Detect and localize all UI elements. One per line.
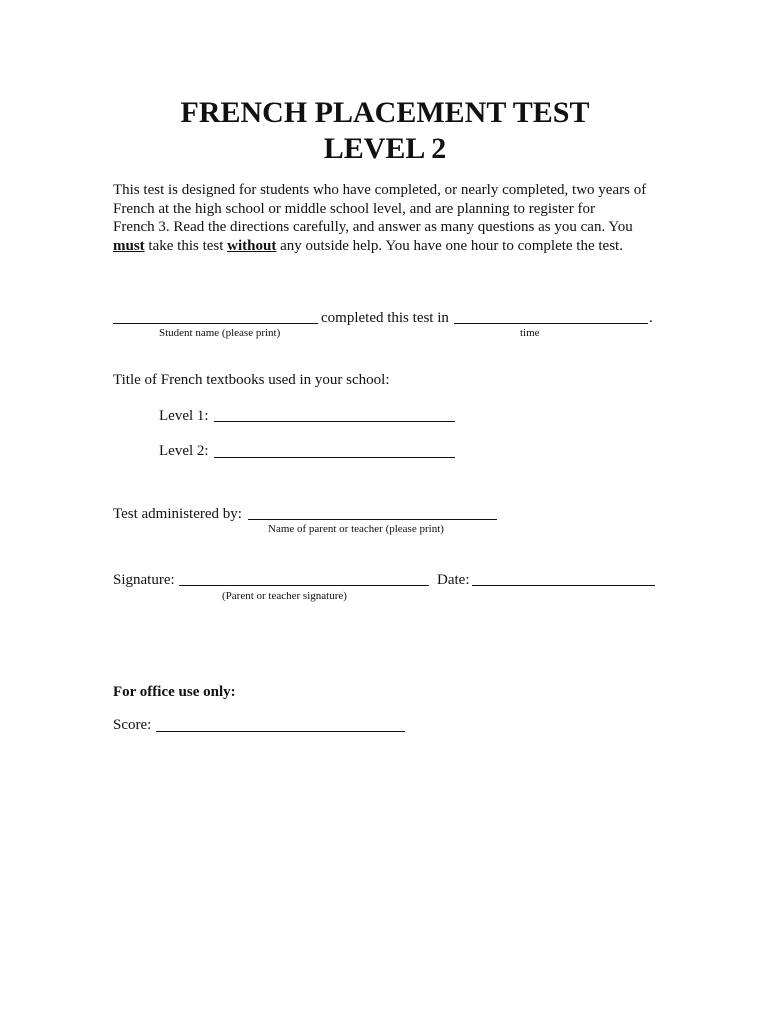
intro-line-2: French at the high school or middle school level, and are planning to register for (113, 200, 595, 217)
time-caption: time (520, 327, 540, 339)
page-title-line-2: LEVEL 2 (323, 132, 447, 165)
intro-line-1: This test is designed for students who have completed, or nearly completed, two years of (113, 182, 647, 198)
intro-line-4-mid: take this test (144, 237, 228, 254)
level-1-textbook-field[interactable] (214, 421, 455, 422)
intro-line-4-end: any outside help. You have one hour to complete the test. (276, 237, 623, 254)
textbooks-heading: Title of French textbooks used in your school: (113, 372, 390, 388)
page-title-line-1: FRENCH PLACEMENT TEST (180, 96, 590, 129)
signature-field[interactable] (179, 585, 429, 586)
completed-test-label: completed this test in (321, 310, 449, 326)
administered-by-label: Test administered by: (113, 506, 242, 522)
intro-line-4 (113, 237, 673, 256)
intro-line-3: French 3. Read the directions carefully, and answer as many questions as you can. You (113, 219, 633, 235)
score-field[interactable] (156, 731, 405, 732)
level-2-label: Level 2: (159, 443, 209, 459)
signature-label: Signature: (113, 572, 175, 588)
score-label: Score: (113, 717, 152, 733)
emphasis-must: must (113, 237, 145, 254)
signature-caption: (Parent or teacher signature) (222, 590, 347, 602)
period-mark: . (649, 310, 653, 326)
time-field[interactable] (454, 323, 648, 324)
date-field[interactable] (472, 585, 655, 586)
administered-by-field[interactable] (248, 519, 497, 520)
level-2-textbook-field[interactable] (214, 457, 455, 458)
student-name-caption: Student name (please print) (159, 327, 281, 339)
student-name-field[interactable] (113, 323, 318, 324)
office-use-heading: For office use only: (113, 684, 236, 700)
administered-by-caption: Name of parent or teacher (please print) (268, 523, 444, 535)
level-1-label: Level 1: (159, 408, 209, 424)
date-label: Date: (437, 572, 470, 588)
intro-paragraph (113, 181, 673, 255)
emphasis-without: without (227, 237, 277, 254)
